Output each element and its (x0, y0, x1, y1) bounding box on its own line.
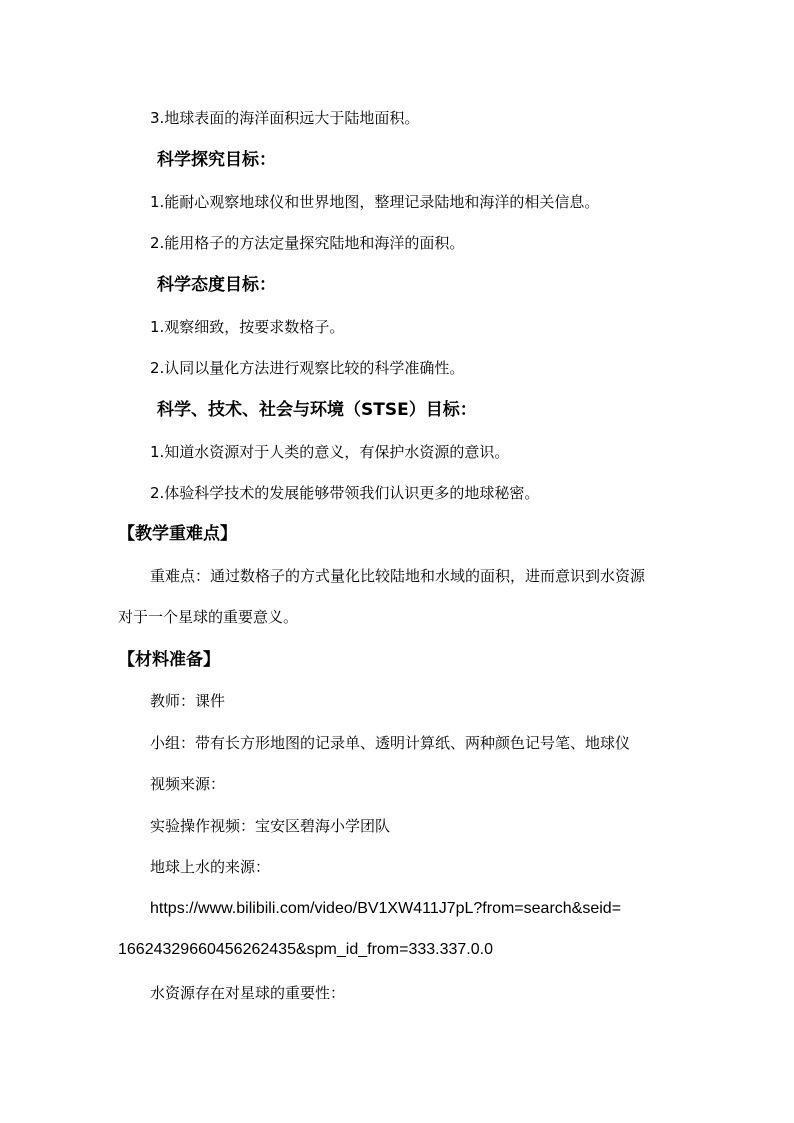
water-importance-label: 水资源存在对星球的重要性： (150, 984, 346, 1002)
knowledge-goal-3: 3.地球表面的海洋面积远大于陆地面积。 (150, 109, 420, 127)
key-difficulty-line-1: 重难点：通过数格子的方式量化比较陆地和水域的面积，进而意识到水资源 (150, 567, 646, 585)
stse-goal-1: 1.知道水资源对于人类的意义，有保护水资源的意识。 (150, 443, 510, 461)
video-url-line-1[interactable]: https://www.bilibili.com/video/BV1XW411J7pL?from=search&seid= (150, 900, 622, 917)
inquiry-goal-2: 2.能用格子的方法定量探究陆地和海洋的面积。 (150, 234, 465, 252)
materials-group: 小组：带有长方形地图的记录单、透明计算纸、两种颜色记号笔、地球仪 (150, 734, 631, 752)
inquiry-goals-heading: 科学探究目标： (157, 150, 276, 170)
stse-goals-heading: 科学、技术、社会与环境（STSE）目标： (157, 400, 477, 420)
video-url-line-2[interactable]: 16624329660456262435&spm_id_from=333.337.0.0 (118, 941, 493, 958)
key-difficulty-line-2: 对于一个星球的重要意义。 (118, 608, 299, 626)
materials-teacher: 教师：课件 (150, 692, 226, 710)
inquiry-goal-1: 1.能耐心观察地球仪和世界地图，整理记录陆地和海洋的相关信息。 (150, 193, 600, 211)
water-origin-label: 地球上水的来源： (150, 858, 271, 876)
video-source-label: 视频来源： (150, 775, 226, 793)
attitude-goals-heading: 科学态度目标： (157, 275, 276, 295)
attitude-goal-2: 2.认同以量化方法进行观察比较的科学准确性。 (150, 359, 465, 377)
stse-goal-2: 2.体验科学技术的发展能够带领我们认识更多的地球秘密。 (150, 484, 540, 502)
attitude-goal-1: 1.观察细致，按要求数格子。 (150, 318, 345, 336)
key-difficulty-heading: 【教学重难点】 (118, 524, 237, 544)
materials-heading: 【材料准备】 (118, 650, 220, 670)
experiment-video-source: 实验操作视频：宝安区碧海小学团队 (150, 817, 391, 835)
